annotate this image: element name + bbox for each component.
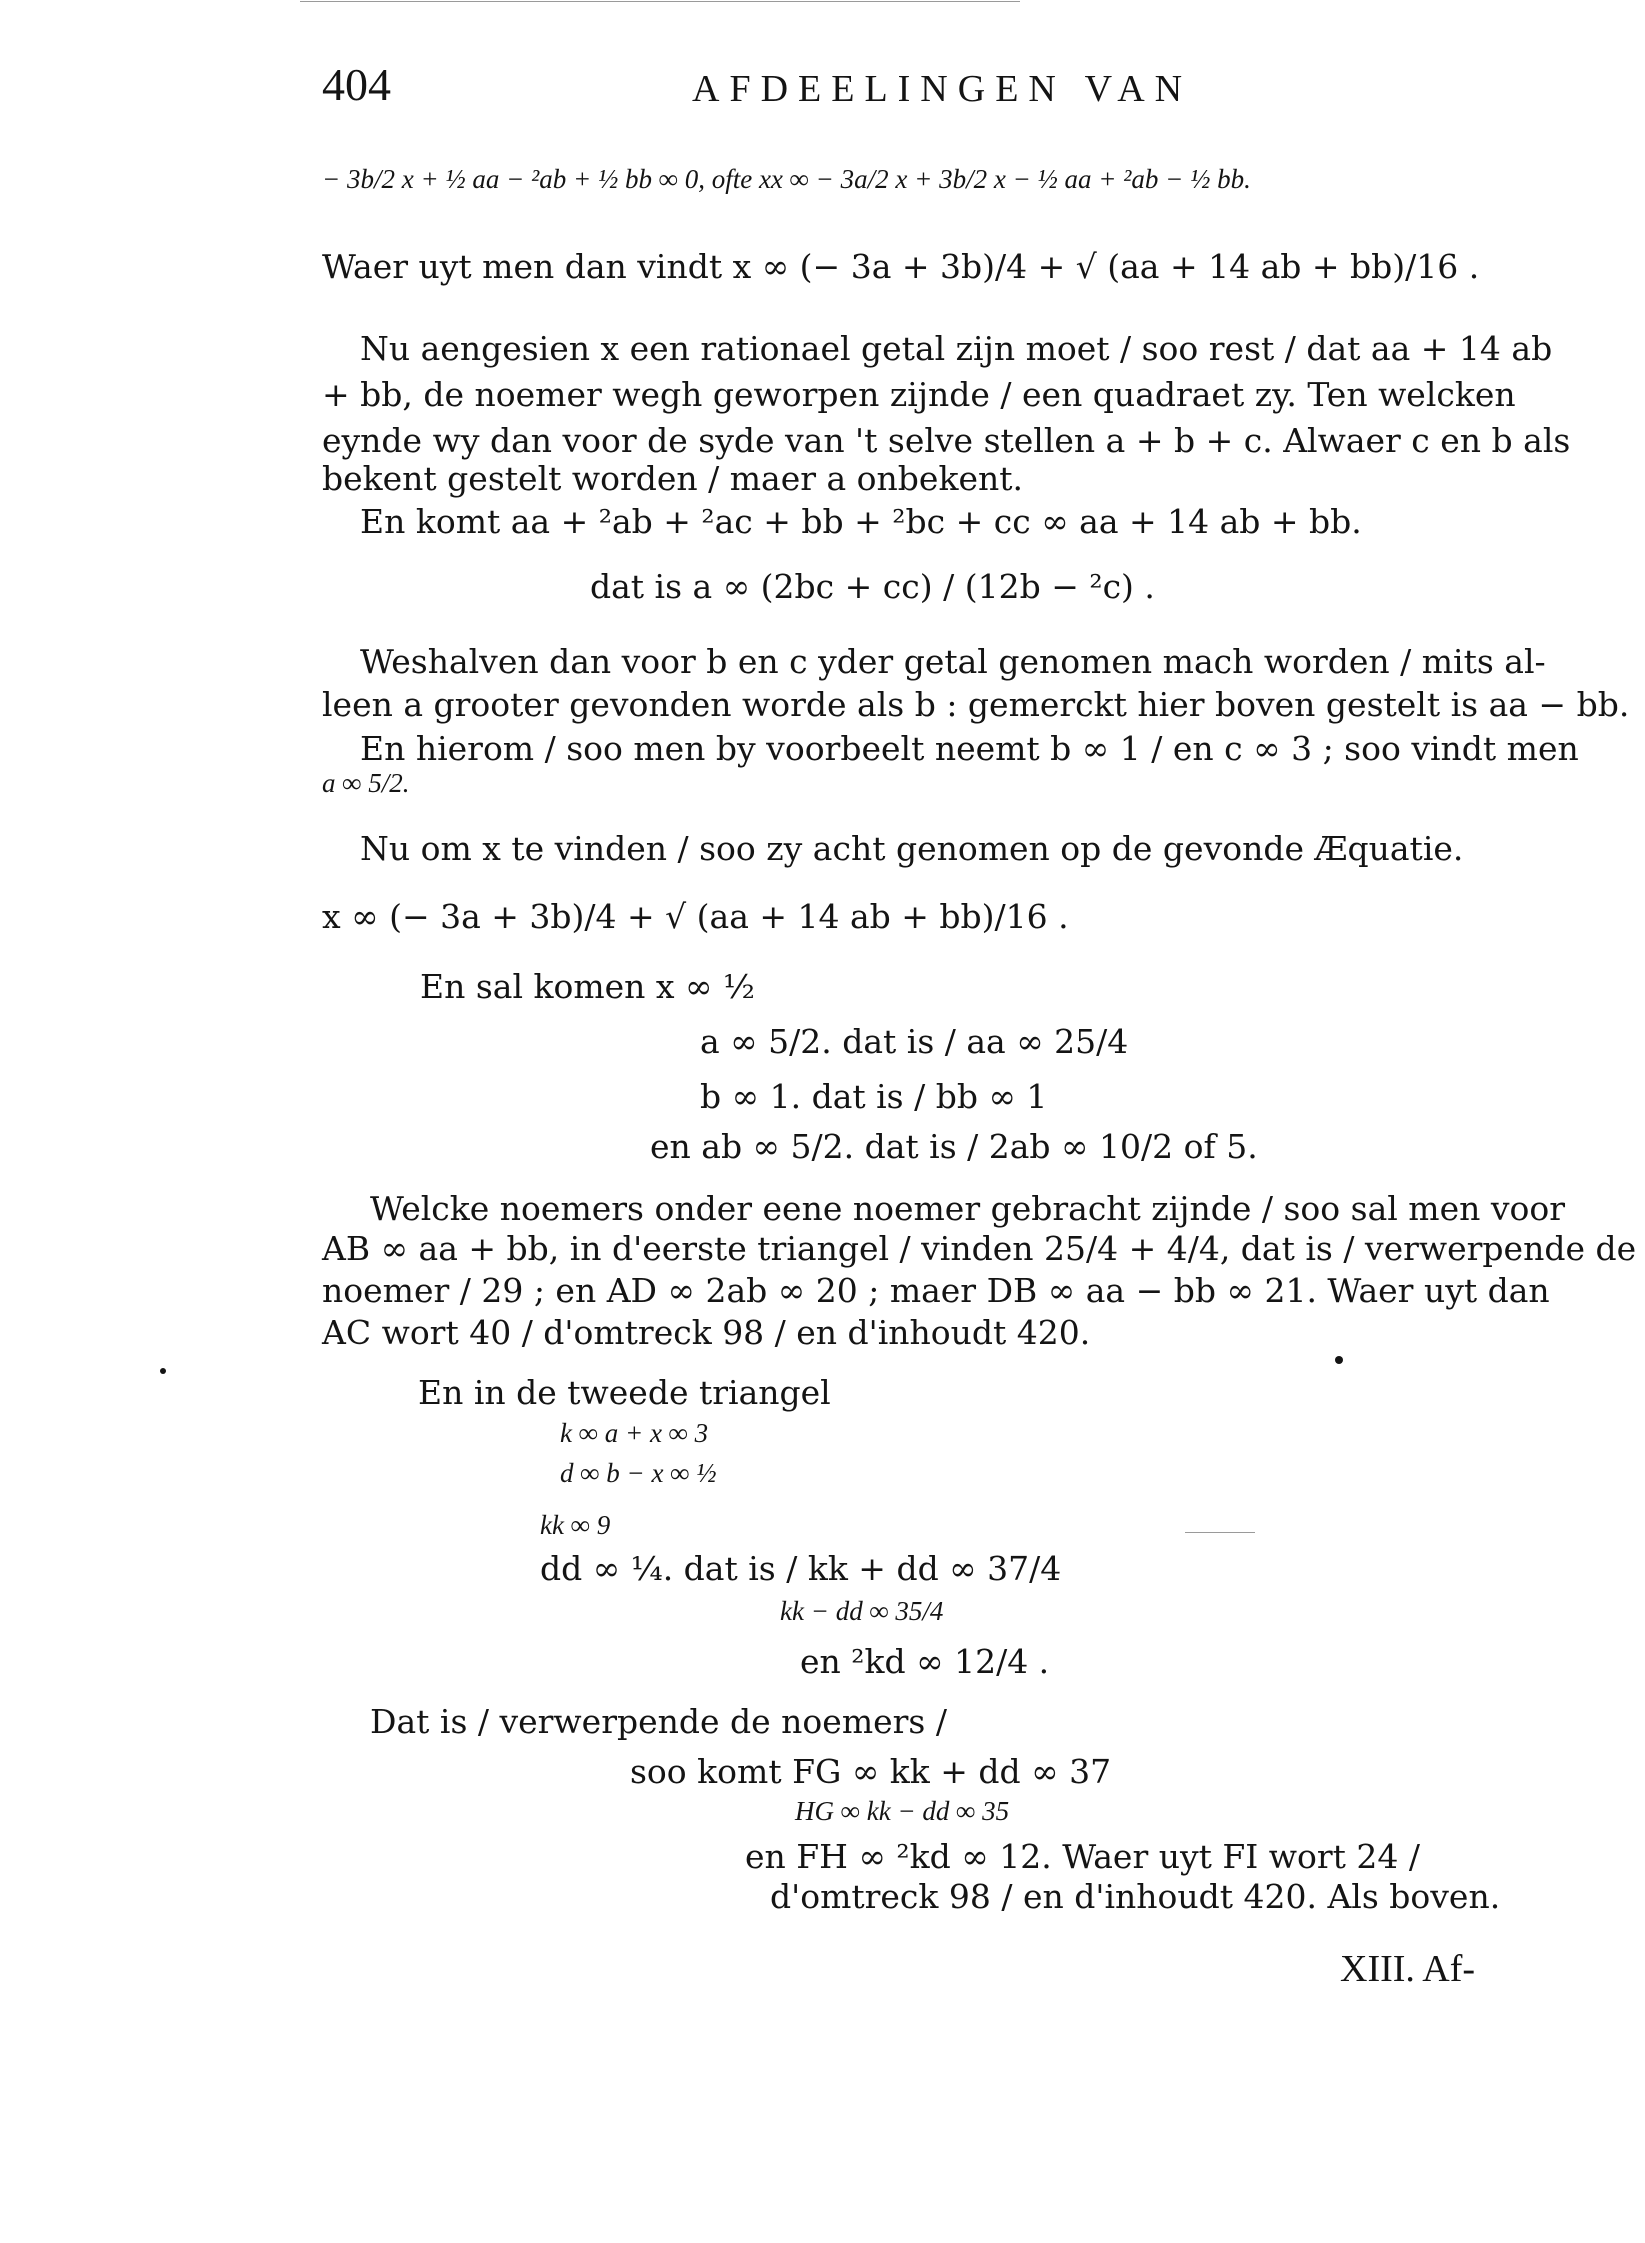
expansion-equation: En komt aa + ²ab + ²ac + bb + ²bc + cc ∞ aa + 14 ab + bb. (360, 502, 1362, 541)
value-line: dd ∞ ¼. dat is / kk + dd ∞ 37/4 (540, 1549, 1062, 1588)
faint-mark (1185, 1532, 1255, 1533)
text-line: Nu aengesien x een rationael getal zijn moet / soo rest / dat aa + 14 ab (360, 329, 1553, 368)
text-line: Welcke noemers onder eene noemer gebracht zijnde / soo sal men voor (370, 1189, 1566, 1228)
text-line: En hierom / soo men by voorbeelt neemt b ∞ 1 / en c ∞ 3 ; soo vindt men (360, 729, 1579, 768)
value-line: kk ∞ 9 (540, 1510, 611, 1540)
text-line: Dat is / verwerpende de noemers / (370, 1702, 947, 1741)
text-line: En in de tweede triangel (418, 1373, 831, 1412)
text-line: noemer / 29 ; en AD ∞ 2ab ∞ 20 ; maer DB ∞ aa − bb ∞ 21. Waer uyt dan (322, 1271, 1550, 1310)
derived-equation-line: Waer uyt men dan vindt x ∞ (− 3a + 3b)/4 + √ (aa + 14 ab + bb)/16 . (322, 247, 1480, 286)
value-line: a ∞ 5/2. dat is / aa ∞ 25/4 (700, 1022, 1129, 1061)
text-line: eynde wy dan voor de syde van 't selve stellen a + b + c. Alwaer c en b als (322, 421, 1571, 460)
value-line: HG ∞ kk − dd ∞ 35 (795, 1796, 1010, 1826)
ink-speck (160, 1368, 166, 1374)
text-line: en FH ∞ ²kd ∞ 12. Waer uyt FI wort 24 / (745, 1837, 1421, 1876)
catchword: XIII. Af- (1340, 1948, 1476, 1990)
text-line: + bb, de noemer wegh geworpen zijnde / een quadraet zy. Ten welcken (322, 375, 1516, 414)
text-line: Nu om x te vinden / soo zy acht genomen op de gevonde Æquatie. (360, 829, 1464, 868)
running-title: AFDEELINGEN VAN (692, 68, 1193, 110)
value-line: soo komt FG ∞ kk + dd ∞ 37 (630, 1752, 1112, 1791)
page-edge-mark (300, 1, 1020, 2)
text-line: bekent gestelt worden / maer a onbekent. (322, 459, 1023, 498)
text-line: AC wort 40 / d'omtreck 98 / en d'inhoudt 420. (322, 1313, 1091, 1352)
text-line: Weshalven dan voor b en c yder getal genomen mach worden / mits al- (360, 642, 1546, 681)
value-line: kk − dd ∞ 35/4 (780, 1596, 944, 1626)
page-number: 404 (322, 59, 391, 110)
value-line: d ∞ b − x ∞ ½ (560, 1458, 717, 1488)
ink-speck (1335, 1356, 1343, 1364)
value-line: en ab ∞ 5/2. dat is / 2ab ∞ 10/2 of 5. (650, 1127, 1258, 1166)
found-equation: x ∞ (− 3a + 3b)/4 + √ (aa + 14 ab + bb)/16 . (322, 897, 1069, 936)
equation-line: − 3b/2 x + ½ aa − ²ab + ½ bb ∞ 0, ofte xx ∞ − 3a/2 x + 3b/2 x − ½ aa + ²ab − ½ bb. (322, 164, 1251, 194)
value-line: k ∞ a + x ∞ 3 (560, 1418, 709, 1448)
text-line: d'omtreck 98 / en d'inhoudt 420. Als boven. (770, 1877, 1501, 1916)
text-line: AB ∞ aa + bb, in d'eerste triangel / vinden 25/4 + 4/4, dat is / verwerpende de (322, 1229, 1637, 1268)
result-equation: dat is a ∞ (2bc + cc) / (12b − ²c) . (590, 567, 1155, 606)
value-line: b ∞ 1. dat is / bb ∞ 1 (700, 1077, 1048, 1116)
value-line: a ∞ 5/2. (322, 768, 410, 798)
text-line: leen a grooter gevonden worde als b : gemerckt hier boven gestelt is aa − bb. (322, 685, 1630, 724)
value-line: En sal komen x ∞ ½ (420, 967, 755, 1006)
value-line: en ²kd ∞ 12/4 . (800, 1642, 1050, 1681)
